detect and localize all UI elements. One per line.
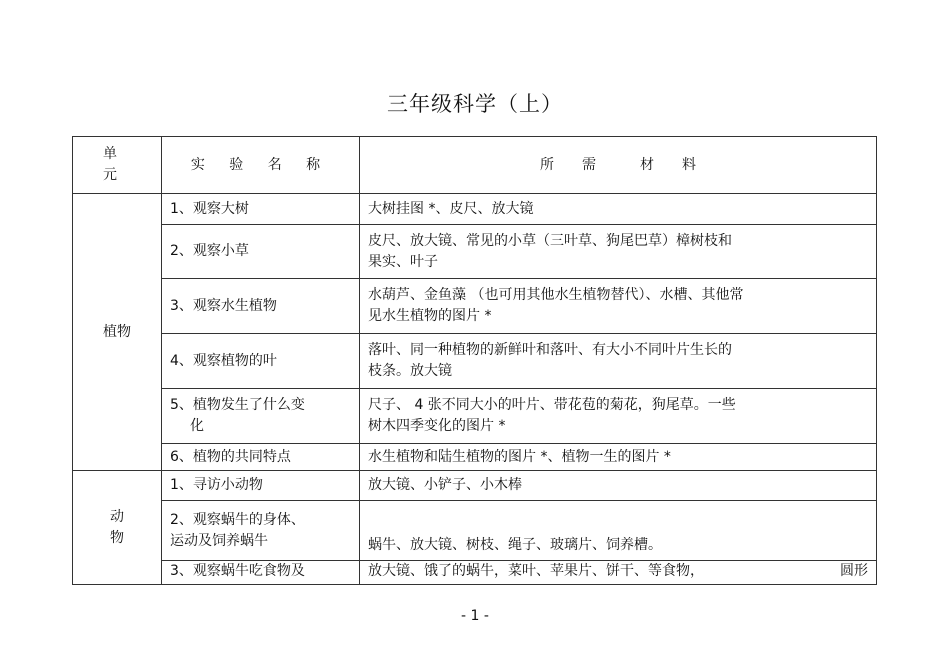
unit-cell-animals [73, 471, 162, 585]
experiment-name-line: 2、观察蜗牛的身体、 [170, 511, 305, 528]
materials-line: 树木四季变化的图片 * [368, 418, 506, 434]
experiment-name: 1、寻访小动物 [162, 471, 360, 501]
materials-cell: 放大镜、小铲子、小木棒 [360, 471, 877, 501]
header-materials-char: 所 [540, 156, 554, 173]
table-row [73, 501, 877, 561]
unit-cell-plants: 植物 [73, 194, 162, 471]
materials-line: 皮尺、放大镜、常见的小草（三叶草、狗尾巴草）樟树枝和 [368, 232, 732, 249]
experiment-name-line: 5、植物发生了什么变 [170, 397, 305, 413]
materials-cell: 蜗牛、放大镜、树枝、绳子、玻璃片、饲养槽。 [360, 501, 877, 561]
header-materials-char: 需 [582, 156, 596, 173]
experiment-name [162, 501, 360, 561]
table-row [73, 471, 877, 501]
table-row [73, 279, 877, 334]
experiment-name: 3、观察水生植物 [162, 279, 360, 334]
header-experiment-name: 实 验 名 称 [162, 137, 360, 194]
table-row [73, 194, 877, 225]
header-materials-char: 材 [640, 156, 654, 173]
experiment-name: 2、观察小草 [162, 225, 360, 279]
table-row [73, 561, 877, 585]
materials-line: 尺子、 4 张不同大小的叶片、带花苞的菊花，狗尾草。一些 [368, 397, 736, 413]
table-row [73, 225, 877, 279]
unit-char: 物 [110, 529, 124, 546]
experiment-name: 3、观察蜗牛吃食物及 [162, 561, 360, 585]
materials-cell [360, 389, 877, 444]
materials-line: 落叶、同一种植物的新鲜叶和落叶、有大小不同叶片生长的 [368, 342, 732, 358]
experiment-name: 1、观察大树 [162, 194, 360, 225]
page-title: 三年级科学（上） [387, 92, 563, 116]
header-materials-char: 料 [682, 156, 696, 173]
materials-cell [360, 561, 877, 585]
table-header-row [73, 137, 877, 194]
experiment-name: 6、植物的共同特点 [162, 444, 360, 471]
table-row [73, 389, 877, 444]
header-unit: 单 元 [73, 137, 162, 194]
experiment-name [162, 389, 360, 444]
page-number: - 1 - [461, 608, 489, 624]
materials-cell: 大树挂图 *、皮尺、放大镜 [360, 194, 877, 225]
materials-cell [360, 225, 877, 279]
unit-char: 动 [110, 508, 124, 525]
experiment-name: 4、观察植物的叶 [162, 334, 360, 389]
header-materials [360, 137, 877, 194]
materials-line: 果实、叶子 [368, 253, 438, 270]
table-row [73, 444, 877, 471]
experiment-materials-table [72, 136, 877, 585]
materials-cell [360, 279, 877, 334]
table-row [73, 334, 877, 389]
materials-line: 见水生植物的图片 * [368, 308, 492, 324]
materials-cell: 水生植物和陆生植物的图片 *、植物一生的图片 * [360, 444, 877, 471]
materials-line: 枝条。放大镜 [368, 363, 452, 379]
materials-text: 放大镜、饿了的蜗牛，菜叶、苹果片、饼干、等食物， [368, 563, 704, 579]
experiment-name-line: 化 [190, 418, 204, 434]
experiment-name-line: 运动及饲养蜗牛 [170, 532, 268, 549]
materials-text-tail: 圆形 [840, 563, 868, 579]
materials-line: 水葫芦、金鱼藻 （也可用其他水生植物替代）、水槽、其他常 [368, 287, 744, 303]
materials-cell [360, 334, 877, 389]
